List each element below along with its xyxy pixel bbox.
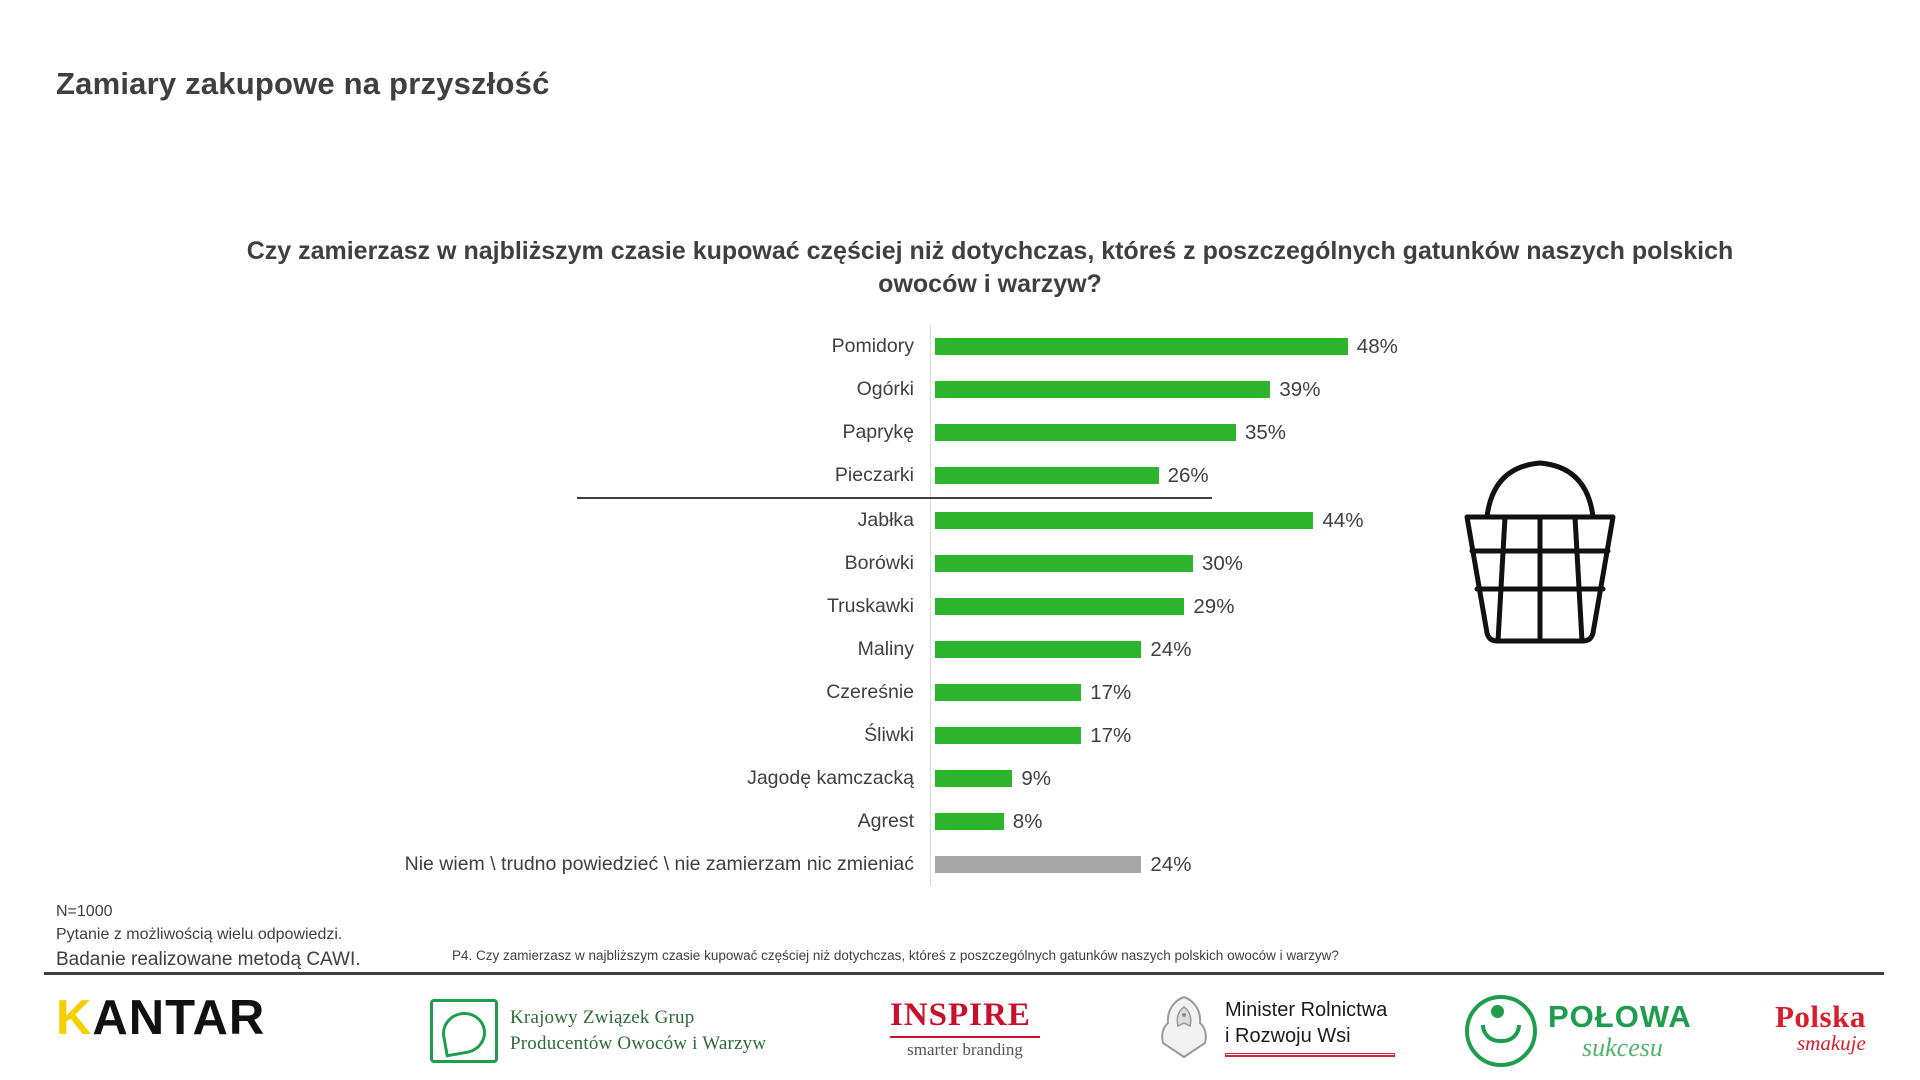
bar xyxy=(935,684,1081,701)
bar-value-label: 29% xyxy=(1193,594,1235,618)
bar-row xyxy=(330,628,1430,671)
bar-row xyxy=(330,714,1430,757)
bar-track xyxy=(930,671,1430,714)
sample-size-note: N=1000 xyxy=(56,903,113,920)
bar-track xyxy=(930,757,1430,800)
kantar-logo-accent: K xyxy=(56,991,93,1045)
bar-category-label: Paprykę xyxy=(842,421,914,443)
polska-logo-top: Polska xyxy=(1775,999,1866,1034)
bar-value-label: 26% xyxy=(1167,463,1209,487)
bar-category-label: Truskawki xyxy=(826,595,914,617)
bar xyxy=(935,555,1193,572)
question-reference: P4. Czy zamierzasz w najbliższym czasie kupować częściej niż dotychczas, któreś z poszczególnych gatunków naszych polskich owoców i warzyw? xyxy=(452,948,1339,963)
bar xyxy=(935,338,1348,355)
footnotes xyxy=(56,900,361,974)
polowa-logo-top: POŁOWA xyxy=(1548,999,1692,1035)
bar-row xyxy=(330,843,1430,886)
kantar-logo-text: ANTAR xyxy=(92,991,266,1045)
bar-category-label: Pieczarki xyxy=(834,464,914,486)
bar xyxy=(935,424,1236,441)
bar-track xyxy=(930,368,1430,411)
bar-category-label: Pomidory xyxy=(831,335,914,357)
logo-ministry xyxy=(1155,993,1395,1061)
bar-track xyxy=(930,714,1430,757)
bar-row xyxy=(330,585,1430,628)
bar xyxy=(935,381,1270,398)
bar-row xyxy=(330,368,1430,411)
bar-category-label: Borówki xyxy=(844,552,914,574)
logo-kantar xyxy=(56,990,265,1046)
bar xyxy=(935,770,1012,787)
page-title: Zamiary zakupowe na przyszłość xyxy=(56,66,550,101)
bar-track xyxy=(930,542,1430,585)
bar-row xyxy=(330,325,1430,368)
inspire-logo-text: INSPIRE xyxy=(890,997,1031,1033)
ministry-line-2: i Rozwoju Wsi xyxy=(1225,1025,1351,1047)
bar-value-label: 24% xyxy=(1150,852,1192,876)
shopping-basket-icon xyxy=(1425,455,1655,645)
bar-category-label: Nie wiem \ trudno powiedzieć \ nie zamierzam nic zmieniać xyxy=(404,853,914,875)
polish-flag-rule xyxy=(1225,1053,1395,1057)
logo-inspire xyxy=(890,997,1040,1060)
kzgpow-line-2: Producentów Owoców i Warzyw xyxy=(510,1033,767,1054)
bar xyxy=(935,598,1184,615)
bar-category-label: Czereśnie xyxy=(826,681,914,703)
polska-logo-bottom: smakuje xyxy=(1797,1031,1866,1055)
bar xyxy=(935,512,1313,529)
logo-polska-smakuje xyxy=(1775,999,1866,1056)
bar-track xyxy=(930,800,1430,843)
bar xyxy=(935,641,1141,658)
bar-value-label: 24% xyxy=(1150,637,1192,661)
bar-row xyxy=(330,757,1430,800)
polish-eagle-icon xyxy=(1155,993,1213,1061)
bar-category-label: Jagodę kamczacką xyxy=(747,767,914,789)
bar xyxy=(935,813,1004,830)
bar-value-label: 44% xyxy=(1322,508,1364,532)
bar-row xyxy=(330,671,1430,714)
bar xyxy=(935,856,1141,873)
bar-value-label: 8% xyxy=(1012,809,1043,833)
bar-track xyxy=(930,843,1430,886)
bar-track xyxy=(930,499,1430,542)
bar-category-label: Jabłka xyxy=(857,509,914,531)
circle-mark-icon xyxy=(1465,995,1537,1067)
bar-value-label: 48% xyxy=(1356,334,1398,358)
bar-track xyxy=(930,411,1430,454)
bar-track xyxy=(930,454,1430,497)
bar-value-label: 17% xyxy=(1090,723,1132,747)
bar-category-label: Śliwki xyxy=(864,724,914,746)
bar-row xyxy=(330,411,1430,454)
logo-kzgpow xyxy=(430,999,766,1063)
bar-track xyxy=(930,628,1430,671)
bar-track xyxy=(930,325,1430,368)
footer-divider xyxy=(44,972,1884,975)
bar-value-label: 35% xyxy=(1245,420,1287,444)
bar-value-label: 30% xyxy=(1202,551,1244,575)
kzgpow-line-1: Krajowy Związek Grup xyxy=(510,1007,695,1029)
leaf-icon xyxy=(430,999,498,1063)
chart-title: Czy zamierzasz w najbliższym czasie kupować częściej niż dotychczas, któreś z poszczególnych gatunków naszych polskich owoców i warzyw? xyxy=(246,237,1734,299)
bar-chart xyxy=(330,325,1430,886)
bar-track xyxy=(930,585,1430,628)
logo-bar xyxy=(0,985,1920,1080)
multi-answer-note: Pytanie z możliwością wielu odpowiedzi. xyxy=(56,926,343,944)
bar-value-label: 39% xyxy=(1279,377,1321,401)
bar-value-label: 17% xyxy=(1090,680,1132,704)
bar-row xyxy=(330,454,1430,497)
ministry-line-1: Minister Rolnictwa xyxy=(1225,999,1388,1021)
bar xyxy=(935,467,1159,484)
method-note: Badanie realizowane metodą CAWI. xyxy=(56,949,361,971)
bar xyxy=(935,727,1081,744)
polowa-logo-bottom: sukcesu xyxy=(1582,1032,1663,1062)
bar-category-label: Maliny xyxy=(857,638,914,660)
bar-category-label: Ogórki xyxy=(856,378,914,400)
bar-category-label: Agrest xyxy=(857,810,914,832)
logo-polowa-sukcesu xyxy=(1465,995,1692,1067)
inspire-tagline: smarter branding xyxy=(890,1036,1040,1060)
bar-row xyxy=(330,542,1430,585)
bar-value-label: 9% xyxy=(1021,766,1052,790)
bar-row xyxy=(330,800,1430,843)
bar-row xyxy=(330,499,1430,542)
